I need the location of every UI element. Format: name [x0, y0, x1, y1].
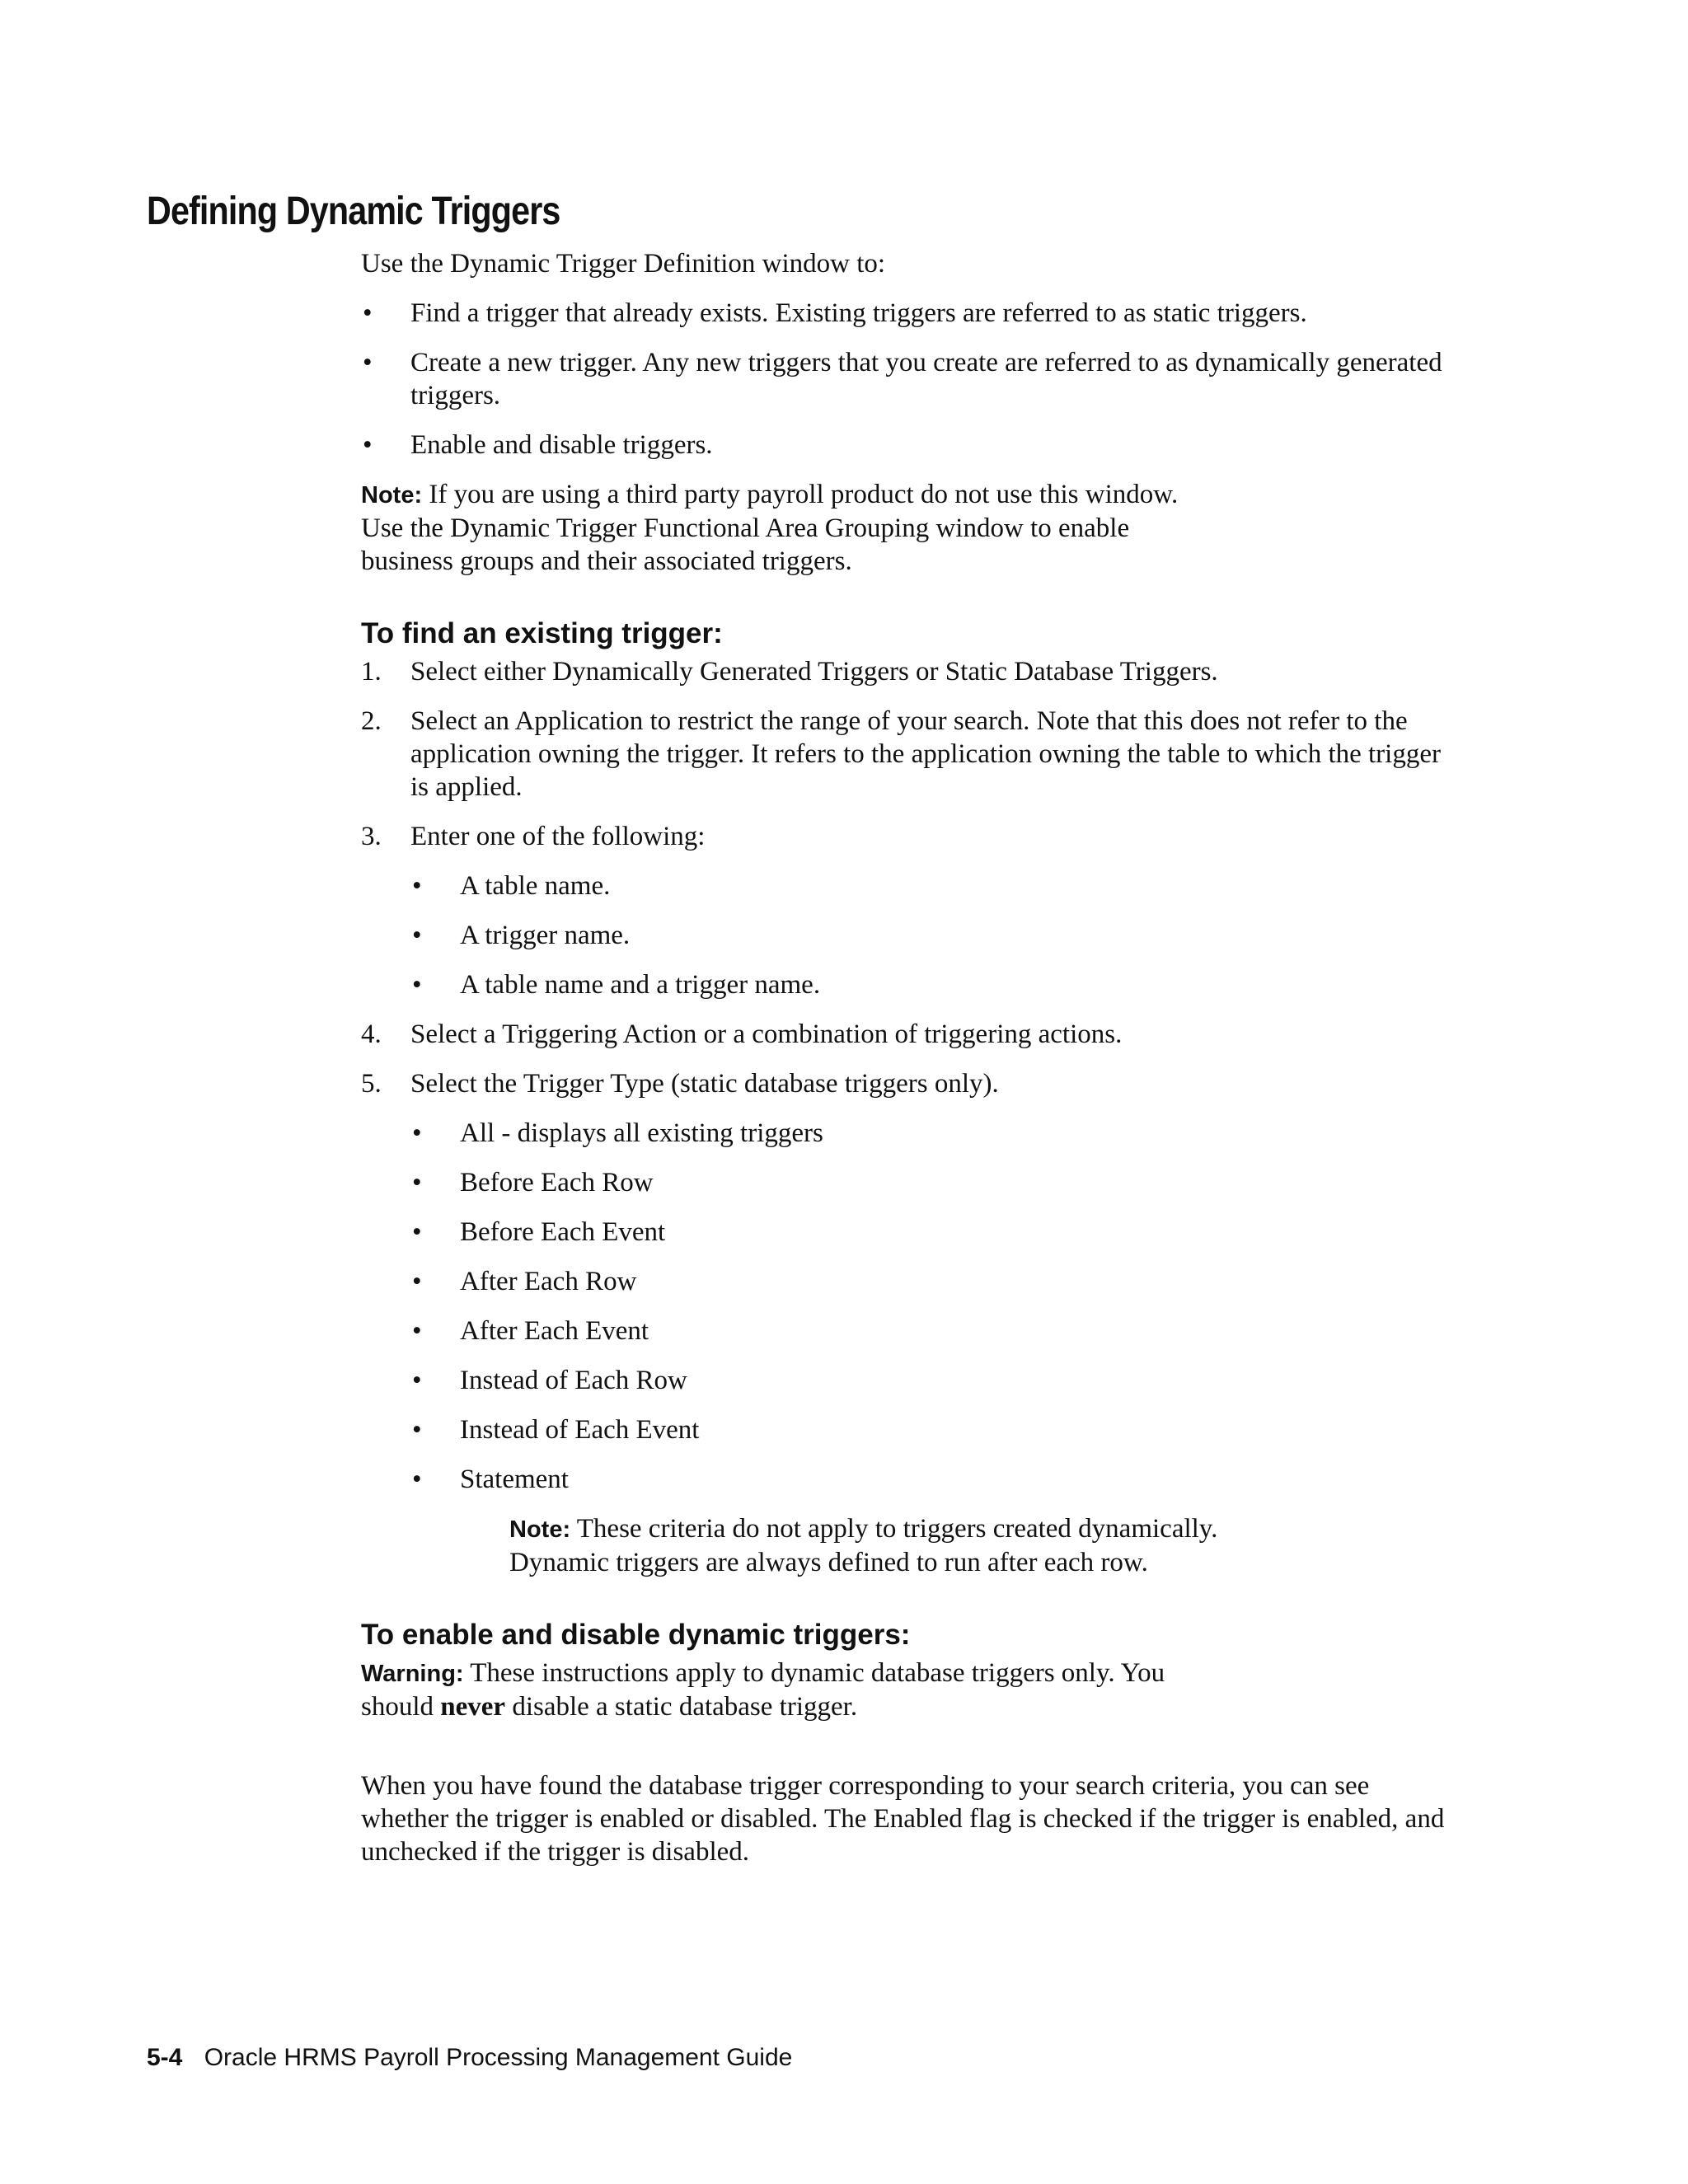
- warning-box: [361, 1657, 1218, 1723]
- warning-text-before: These instructions apply to dynamic database triggers only. You should: [361, 1658, 1165, 1722]
- note-box: [361, 478, 1218, 578]
- note-text: These criteria do not apply to triggers created dynamically. Dynamic triggers are always defined to run after each row.: [509, 1514, 1218, 1577]
- step-item: [361, 1067, 1457, 1496]
- step-text: Select either Dynamically Generated Triggers or Static Database Triggers.: [410, 657, 1218, 687]
- list-item: • Before Each Row: [410, 1166, 1457, 1199]
- step3-options: [410, 869, 1457, 1001]
- intro-text: Use the Dynamic Trigger Definition window to:: [361, 249, 886, 279]
- list-item: • A trigger name.: [410, 919, 1457, 952]
- page-number: 5-4: [147, 2044, 183, 2071]
- step-number: 3.: [361, 822, 382, 851]
- section-heading-enable: To enable and disable dynamic triggers:: [361, 1619, 911, 1651]
- enable-paragraph: When you have found the database trigger corresponding to your search criteria, you can see whether the trigger is enabled or disabled. The Enabled flag is checked if the trigger is enabled, and unchecked if the trigger is disabled.: [361, 1771, 1445, 1867]
- step-number: 5.: [361, 1069, 382, 1099]
- step-number: 2.: [361, 706, 382, 736]
- step5-options: [410, 1117, 1457, 1496]
- uses-list: [361, 297, 1457, 462]
- step-number: 4.: [361, 1019, 382, 1049]
- warning-label: Warning:: [361, 1661, 464, 1687]
- note-label: Note:: [361, 482, 423, 509]
- page-title: Defining Dynamic Triggers: [147, 190, 560, 233]
- list-item: • A table name.: [410, 869, 1457, 902]
- list-item: • After Each Row: [410, 1265, 1457, 1298]
- list-item: • Before Each Event: [410, 1216, 1457, 1249]
- find-steps: [361, 655, 1457, 1496]
- step-item: [361, 705, 1457, 804]
- list-item: • Instead of Each Row: [410, 1364, 1457, 1397]
- step-text: Select a Triggering Action or a combination of triggering actions.: [410, 1019, 1123, 1049]
- step-item: [361, 1018, 1457, 1051]
- step-text: Enter one of the following:: [410, 822, 706, 851]
- page-footer: [147, 2041, 792, 2074]
- document-body: [361, 247, 1457, 1868]
- list-item: • Find a trigger that already exists. Existing triggers are referred to as static triggers.: [361, 297, 1457, 330]
- list-item: • After Each Event: [410, 1315, 1457, 1347]
- section-heading-find: To find an existing trigger:: [361, 617, 723, 649]
- warning-text-after: disable a static database trigger.: [512, 1692, 858, 1722]
- list-item: • Instead of Each Event: [410, 1413, 1457, 1446]
- list-item: • Statement: [410, 1463, 1457, 1496]
- list-item: • A table name and a trigger name.: [410, 968, 1457, 1001]
- step-number: 1.: [361, 657, 382, 687]
- step-text: Select an Application to restrict the range of your search. Note that this does not refer to the application owning the trigger. It refers to the application owning the table to which the trigger is applied.: [410, 706, 1441, 802]
- note-label: Note:: [509, 1516, 571, 1543]
- step-item: [361, 655, 1457, 688]
- guide-title: Oracle HRMS Payroll Processing Management Guide: [204, 2044, 793, 2071]
- step-text: Select the Trigger Type (static database triggers only).: [410, 1069, 999, 1099]
- note-box: [509, 1512, 1301, 1579]
- warning-emphasis: never: [440, 1692, 506, 1722]
- note-text: If you are using a third party payroll product do not use this window. Use the Dynamic Trigger Functional Area Grouping window to enable business groups and their associated triggers.: [361, 480, 1179, 576]
- step-item: [361, 820, 1457, 1001]
- list-item: • Create a new trigger. Any new triggers that you create are referred to as dynamically generated triggers.: [361, 346, 1457, 412]
- list-item: • All - displays all existing triggers: [410, 1117, 1457, 1150]
- list-item: • Enable and disable triggers.: [361, 429, 1457, 462]
